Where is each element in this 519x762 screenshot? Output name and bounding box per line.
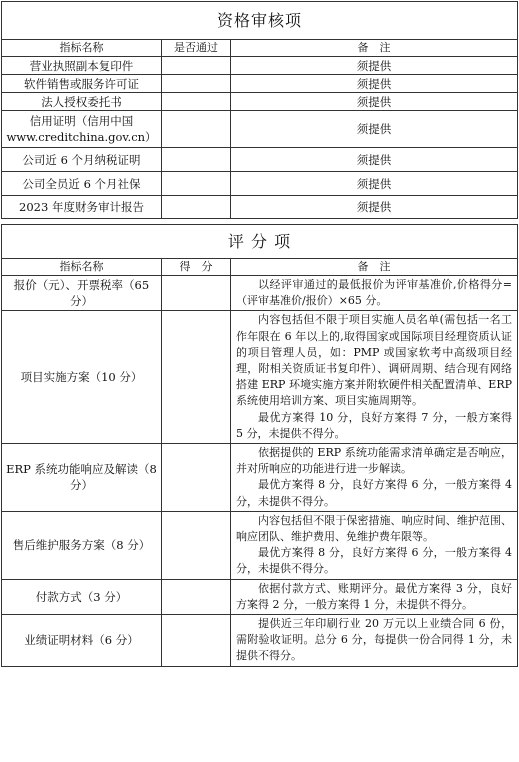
row-pass — [162, 75, 231, 93]
row-name: 业绩证明材料（6 分） — [2, 615, 162, 667]
table-row — [2, 172, 518, 196]
row-pass — [162, 57, 231, 75]
note-paragraph: 依据付款方式、账期评分。最优方案得 3 分，良好方案得 2 分，一般方案得 1 分，未提供不得分。 — [236, 581, 512, 611]
row-note — [231, 444, 518, 512]
row-note: 须提供 — [231, 57, 518, 75]
row-note: 须提供 — [231, 172, 518, 196]
table-row — [2, 111, 518, 148]
header-indicator-name: 指标名称 — [2, 259, 162, 276]
row-score — [162, 276, 231, 311]
header-note: 备 注 — [231, 259, 518, 276]
row-note — [231, 615, 518, 667]
row-name: 付款方式（3 分） — [2, 579, 162, 614]
table-row — [2, 75, 518, 93]
row-name: 项目实施方案（10 分） — [2, 311, 162, 444]
table-row — [2, 615, 518, 667]
row-pass — [162, 148, 231, 172]
header-note: 备 注 — [231, 40, 518, 57]
header-score: 得 分 — [162, 259, 231, 276]
row-score — [162, 615, 231, 667]
row-score — [162, 579, 231, 614]
row-note — [231, 511, 518, 579]
row-name: 公司全员近 6 个月社保 — [2, 172, 162, 196]
row-name: 报价（元）、开票税率（65 分） — [2, 276, 162, 311]
table-row — [2, 57, 518, 75]
header-pass: 是否通过 — [162, 40, 231, 57]
row-name: 公司近 6 个月纳税证明 — [2, 148, 162, 172]
row-note: 须提供 — [231, 75, 518, 93]
row-score — [162, 444, 231, 512]
row-note: 须提供 — [231, 93, 518, 111]
table-row — [2, 276, 518, 311]
table-row — [2, 444, 518, 512]
header-indicator-name: 指标名称 — [2, 40, 162, 57]
note-paragraph: 依据提供的 ERP 系统功能需求清单确定是否响应，并对所响应的功能进行进一步解读。 — [236, 446, 512, 476]
scoring-table — [1, 224, 518, 667]
row-pass — [162, 111, 231, 148]
table-row — [2, 196, 518, 219]
row-name: 法人授权委托书 — [2, 93, 162, 111]
row-note: 须提供 — [231, 148, 518, 172]
note-paragraph: 最优方案得 8 分，良好方案得 6 分，一般方案得 4 分，未提供不得分。 — [236, 546, 512, 576]
table-row — [2, 311, 518, 444]
row-score — [162, 511, 231, 579]
row-name: 信用证明（信用中国 www.creditchina.gov.cn） — [2, 111, 162, 148]
row-note: 须提供 — [231, 196, 518, 219]
note-paragraph: 提供近三年印刷行业 20 万元以上业绩合同 6 份，需附验收证明。总分 6 分，每提供一份合同得 1 分，未提供不得分。 — [236, 617, 512, 663]
row-pass — [162, 172, 231, 196]
note-paragraph: 最优方案得 10 分，良好方案得 7 分，一般方案得 5 分，未提供不得分。 — [236, 410, 512, 440]
row-name: 软件销售或服务许可证 — [2, 75, 162, 93]
row-score — [162, 311, 231, 444]
note-paragraph: 最优方案得 8 分，良好方案得 6 分，一般方案得 4 分，未提供不得分。 — [236, 478, 512, 508]
row-name: 售后维护服务方案（8 分） — [2, 511, 162, 579]
qualification-table — [1, 1, 518, 219]
row-name: 2023 年度财务审计报告 — [2, 196, 162, 219]
row-pass — [162, 196, 231, 219]
row-note — [231, 276, 518, 311]
note-paragraph: 内容包括但不限于保密措施、响应时间、维护范围、响应团队、维护费用、免维护费年限等。 — [236, 513, 512, 544]
row-note — [231, 579, 518, 614]
row-note: 须提供 — [231, 111, 518, 148]
table-row — [2, 579, 518, 614]
table-row — [2, 93, 518, 111]
scoring-title: 评 分 项 — [2, 225, 518, 259]
note-paragraph: 以经评审通过的最低报价为评审基准价,价格得分=（评审基准价/报价）×65 分。 — [236, 278, 512, 308]
row-name: ERP 系统功能响应及解读（8 分） — [2, 444, 162, 512]
row-pass — [162, 93, 231, 111]
note-paragraph: 内容包括但不限于项目实施人员名单(需包括一名工作年限在 6 年以上的,取得国家或国际项目经理资质认证的项目管理人员，如：PMP 或国家软考中高级项目经理，附相关资质证书复印件）、调研周期、结合现有网络搭建 ERP 环境实施方案并附软硬件相关配置清单、ERP 系统使用培训方案、项目实施周期等。 — [236, 313, 512, 408]
qualification-title: 资格审核项 — [2, 2, 518, 40]
row-name: 营业执照副本复印件 — [2, 57, 162, 75]
row-note — [231, 311, 518, 444]
table-row — [2, 511, 518, 579]
table-row — [2, 148, 518, 172]
